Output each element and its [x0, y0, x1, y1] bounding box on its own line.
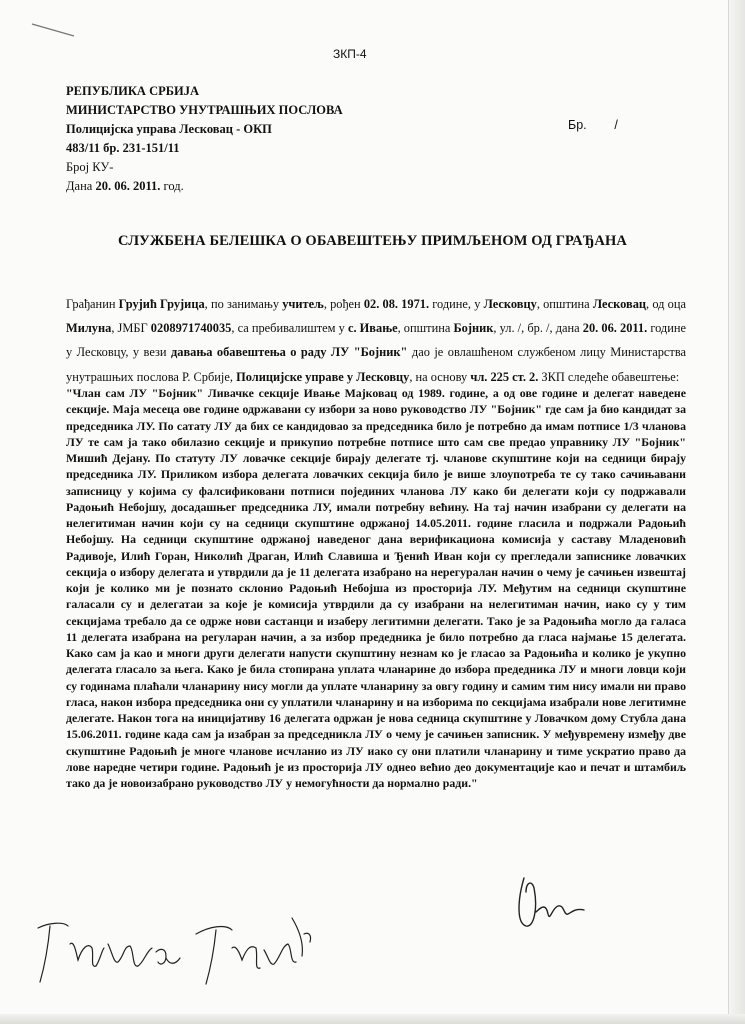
header-date-line: [66, 177, 343, 196]
statement-body: "Члан сам ЛУ "Бојник" Ливачке секције Ивање Мајковац од 1989. године, а од ове године и делегат наведене секције. Маја месеца ове године одржавани су избори за ново руководство ЛУ "Бојник" где сам ја био кандидат за председника ЛУ. По сатату ЛУ да бих се кандидовао за председника било је потребно да имам потписе 1/3 чланова ЛУ те сам ја тако обилазио секције и прикупио потребне потписе што сам све предао управнику ЛУ "Бојник" Мишић Дејану. По статуту ЛУ ловачке секције бирају делегате тј. чланове скупштине који на седници бирају председника ЛУ. Приликом избора делегата ловачких секција било је више злоупотреба те су тако сачињавани записницу у којима су фалсификовани потписи појединих чланова ЛУ како би делегати који су подржавали Радоњић Небојшу, досадашњег председника ЛУ, имали потребну већину. На тај начин изабрани су делегати на нелегитиман начин који су на седници скупштине одржаној 14.05.2011. године гласила и подржали Радоњић Небојшу. На седници скупштине одржаној наведеног дана верификациона комисија у саставу Младеновић Радивоје, Илић Горан, Николић Драган, Илић Славиша и Ђенић Иван који су прегледали записнике ловачких секција о избору делегата и утврдили да је 11 делегата изабрано на нерегуралан начин о чему је сачињен извештај који је колико ми је познато склонио Радоњић Небојша из просторија ЛУ. Међутим на седници скупштине галасали су и делегатаи за које је комисија утврдили да су изабрани на нелегитиман начин, иако су у тим секцијама требало да се одрже нови састанци и изаберу легитимни делегати. Тако је за Радоњића могло да галаса 11 делегата изабрана на регуларан начин, а за избор предедника је било потребно да гласа најмање 15 делегата. Како сам ја као и многи други делегати напусти скупштину незнам ко је гласао за Радоњића и колико је укупно делегата гласало за њега. Како је била стопирана уплата чланарине до избора предедника ЛУ и многи ловци који су годинама плаћали чланарину нису могли да уплате чланарину за овгу годину и самим тим нису имали ни право гласа, након избора председника они су уплатили чланарину и на изборима по секцијама изабрали нове легитимне делегате. Након тога на иницијативу 16 делегата одржан је нова седница скупштине у Ловачком дому Стубла дана 15.06.2011. године када сам ја изабран за председникла ЛУ о чему је сачињен записник. У међувремену између две скупштине Радоњић је многе чланове исчланио из ЛУ иако су они платили чланарину и тиме ускратио право да лове наредне четири године. Радоњић је из просторија ЛУ однео већио део документације као и печат и штамбиљ тако да је новоизабрано руководство ЛУ у немогућности да нормално ради.": [66, 386, 686, 790]
date-suffix: год.: [163, 179, 184, 193]
citizen-name: Грујић Грујица: [118, 297, 205, 311]
legal-article: чл. 225 ст. 2.: [470, 369, 539, 384]
birthplace: Лесковцу: [483, 297, 537, 311]
date-prefix: Дана: [66, 179, 93, 193]
date-value: 20. 06. 2011.: [95, 179, 161, 193]
intro-paragraph: Грађанин Грујић Грујица, по занимању учитељ, рођен 02. 08. 1971. године, у Лесковцу, општина Лесковац, од оца Милуна, ЈМБГ 0208971740035, са пребивалиштем у с. Ивање, општина Бојник, ул. /, бр. /, дана 20. 06. 2011. године у Лесковцу, у вези давања обавештења о раду ЛУ "Бојник" дао је овлашћеном службеном лицу Министарства унутрашњих послова Р. Србије, Полицијске управе у Лесковцу, на основу чл. 225 ст. 2. ЗКП следеће обавештење:: [66, 297, 687, 384]
statement-subject: давања обавештења о раду ЛУ "Бојник": [170, 345, 408, 360]
pen-scratch-mark: [30, 20, 80, 40]
header-police-department: Полицијска управа Лесковац - ОКП: [66, 122, 272, 136]
official-signature: [512, 868, 592, 938]
jmbg: 0208971740035: [150, 321, 232, 336]
occupation: учитељ: [282, 297, 324, 311]
page-edge-bottom: [0, 1014, 745, 1024]
statement-date: 20. 06. 2011.: [582, 321, 648, 336]
reference-number: Бр. /: [568, 118, 618, 132]
municipality: Лесковац: [592, 297, 647, 311]
document-title: СЛУЖБЕНА БЕЛЕШКА О ОБАВЕШТЕЊУ ПРИМЉЕНОМ ОД ГРАЂАНА: [118, 233, 627, 249]
page-edge: [728, 0, 745, 1024]
header-ku-number: Број КУ-: [66, 160, 114, 174]
form-code: ЗКП-4: [333, 47, 367, 61]
residence-municipality: Бојник: [453, 321, 494, 336]
date-of-birth: 02. 08. 1971.: [363, 297, 430, 311]
residence: с. Ивање: [347, 321, 398, 336]
document-header: [66, 82, 343, 196]
header-ministry: МИНИСТАРСТВО УНУТРАШЊИХ ПОСЛОВА: [66, 103, 343, 117]
citizen-signature: [20, 908, 320, 993]
father-name: Милуна: [66, 321, 112, 336]
police-agency: Полицијске управе у Лесковцу: [236, 369, 410, 384]
header-country: РЕПУБЛИКА СРБИЈА: [66, 84, 200, 98]
header-case-number: 483/11 бр. 231-151/11: [66, 141, 180, 155]
